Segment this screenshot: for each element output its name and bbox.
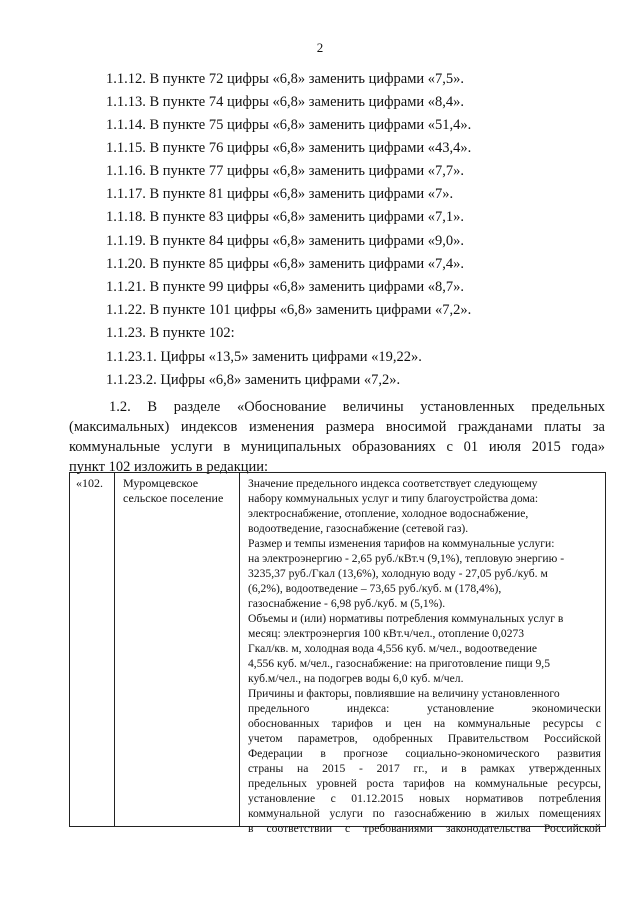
cell-line: Размер и темпы изменения тарифов на коммунальные услуги: [248, 537, 555, 550]
list-item: 1.1.19. В пункте 84 цифры «6,8» заменить цифрами «9,0». [106, 233, 465, 249]
cell-line: газоснабжение - 6,98 руб./куб. м (5,1%). [248, 597, 446, 610]
cell-line: страны на 2015 - 2017 гг., и в рамках утвержденных [248, 762, 601, 775]
list-item: 1.1.22. В пункте 101 цифры «6,8» заменить цифрами «7,2». [106, 302, 472, 318]
section-1-2-paragraph [69, 397, 605, 477]
page-number: 2 [316, 40, 324, 55]
table-cell-municipality: Муромцевское сельское поселение [123, 476, 224, 505]
list-item: 1.1.13. В пункте 74 цифры «6,8» заменить цифрами «8,4». [106, 94, 465, 110]
cell-line: (6,2%), водоотведение – 73,65 руб./куб. м (178,4%), [248, 582, 502, 595]
cell-line: Объемы и (или) нормативы потребления коммунальных услуг в [248, 612, 564, 625]
cell-line: предельных уровней роста тарифов на коммунальные ресурсы, [248, 777, 601, 790]
column-divider [114, 473, 115, 826]
cell-line: куб.м/чел., на подогрев воды 6,0 куб. м/чел. [248, 672, 464, 685]
cell-line: набору коммунальных услуг и типу благоустройства дома: [248, 492, 539, 505]
cell-line: Федерации в прогнозе социально-экономического развития [248, 747, 601, 760]
list-item: 1.1.21. В пункте 99 цифры «6,8» заменить цифрами «8,7». [106, 279, 465, 295]
cell-line: учетом параметров, одобренных Правительством Российской [248, 732, 601, 745]
list-item: 1.1.15. В пункте 76 цифры «6,8» заменить цифрами «43,4». [106, 140, 472, 156]
list-item: 1.1.12. В пункте 72 цифры «6,8» заменить цифрами «7,5». [106, 71, 465, 87]
list-item: 1.1.16. В пункте 77 цифры «6,8» заменить цифрами «7,7». [106, 163, 465, 179]
paragraph-line: коммунальные услуги в муниципальных образованиях с 01 июля 2015 года» [69, 439, 605, 455]
column-divider [239, 473, 240, 826]
paragraph-line: 1.2. В разделе «Обоснование величины установленных предельных [109, 399, 605, 415]
cell-line: коммунальной услуги по газоснабжению в жилых помещениях [248, 807, 601, 820]
cell-line: в соответствии с требованиями законодательства Российской [248, 822, 601, 835]
list-item: 1.1.14. В пункте 75 цифры «6,8» заменить цифрами «51,4». [106, 117, 472, 133]
cell-line: месяц: электроэнергия 100 кВт.ч/чел., отопление 0,0273 [248, 627, 525, 640]
cell-line: установление с 01.12.2015 новых нормативов потребления [248, 792, 601, 805]
amendment-table [69, 472, 606, 835]
table-cell-description [248, 476, 601, 836]
paragraph-line: (максимальных) индексов изменения размера вносимой гражданами платы за [69, 419, 605, 435]
list-item: 1.1.20. В пункте 85 цифры «6,8» заменить цифрами «7,4». [106, 256, 465, 272]
list-item: 1.1.17. В пункте 81 цифры «6,8» заменить цифрами «7». [106, 186, 454, 202]
cell-line: Значение предельного индекса соответствует следующему [248, 477, 538, 490]
list-item: 1.1.23.2. Цифры «6,8» заменить цифрами «7,2». [106, 372, 401, 388]
cell-line: обоснованных тарифов и цен на коммунальные ресурсы с [248, 717, 601, 730]
cell-line: 4,556 куб. м/чел., газоснабжение: на приготовление пищи 9,5 [248, 657, 551, 670]
cell-line: Причины и факторы, повлиявшие на величину установленного [248, 687, 560, 700]
cell-line: 3235,37 руб./Гкал (13,6%), холодную воду - 27,05 руб./куб. м [248, 567, 548, 580]
cell-line: электроснабжение, отопление, холодное водоснабжение, [248, 507, 529, 520]
table-cell-number: «102. [76, 476, 103, 490]
paragraph-line: пункт 102 изложить в редакции: [69, 459, 269, 475]
list-item: 1.1.23.1. Цифры «13,5» заменить цифрами «19,22». [106, 349, 422, 365]
list-item: 1.1.18. В пункте 83 цифры «6,8» заменить цифрами «7,1». [106, 209, 465, 225]
list-item: 1.1.23. В пункте 102: [106, 325, 235, 341]
cell-line: на электроэнергию - 2,65 руб./кВт.ч (9,1%), тепловую энергию - [248, 552, 565, 565]
cell-line: предельного индекса: установление экономически [248, 702, 601, 715]
cell-line: Гкал/кв. м, холодная вода 4,556 куб. м/чел., водоотведение [248, 642, 538, 655]
cell-line: водоотведение, газоснабжение (сетевой газ). [248, 522, 469, 535]
